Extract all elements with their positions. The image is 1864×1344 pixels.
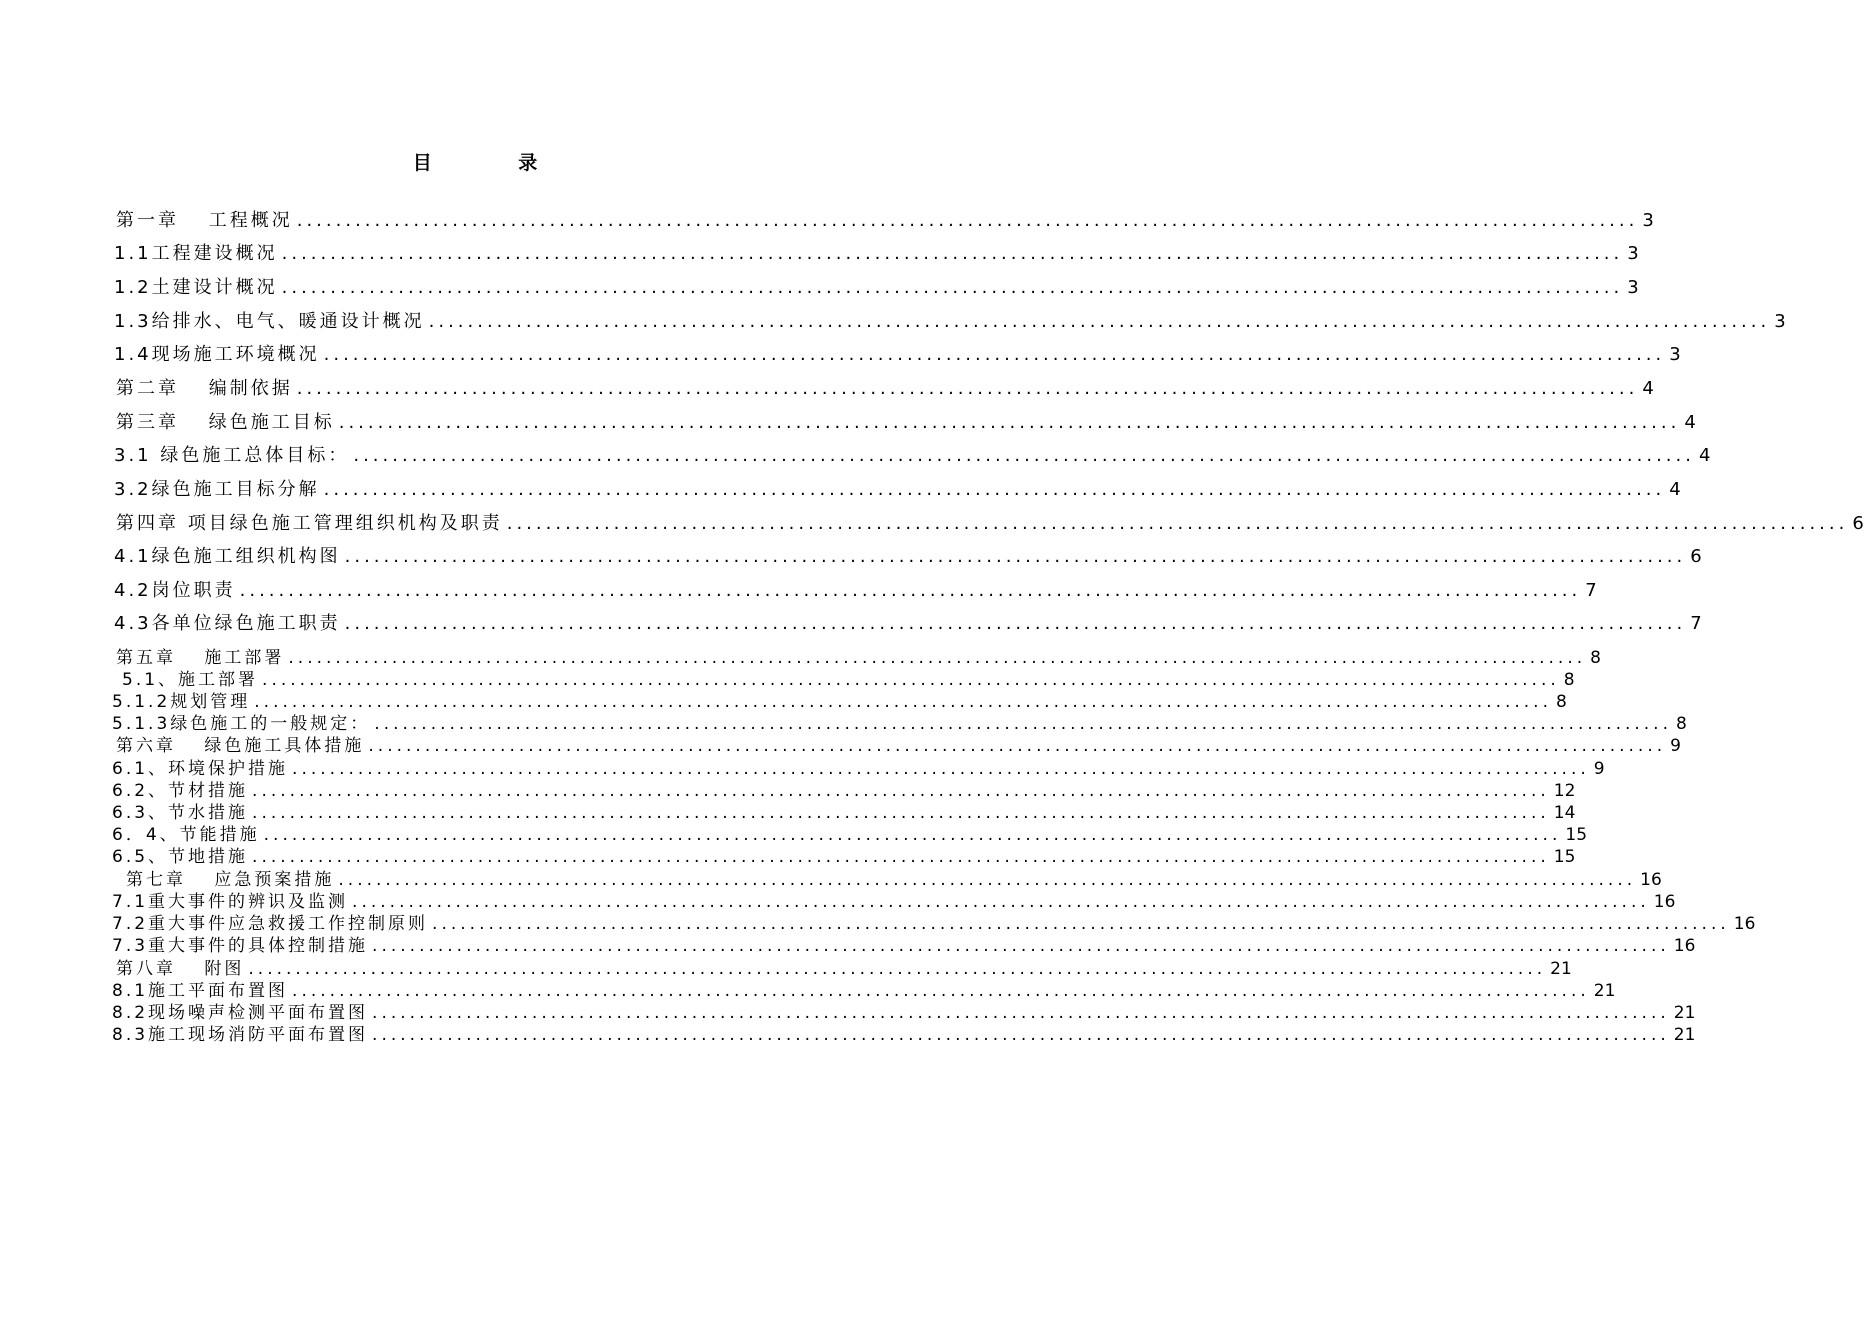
toc-entry-label: 1.1工程建设概况 — [114, 243, 278, 264]
toc-leader-dots: .......................................................................................................................................... — [368, 736, 1667, 756]
toc-leader-dots: .......................................................................................................................................... — [292, 981, 1590, 1001]
toc-leader-dots: .......................................................................................................................................... — [428, 311, 1771, 332]
toc-entry-page: 6 — [1852, 513, 1864, 534]
toc-entry-page: 9 — [1593, 759, 1605, 779]
toc-entry-page: 4 — [1642, 378, 1654, 399]
page-title: 目 录 — [412, 152, 578, 174]
toc-entry[interactable] — [112, 713, 1687, 735]
toc-leader-dots: .......................................................................................................................................... — [506, 513, 1849, 534]
toc-leader-dots: .......................................................................................................................................... — [372, 1025, 1670, 1045]
toc-entry-page: 16 — [1733, 914, 1756, 934]
toc-entry[interactable] — [116, 647, 1601, 669]
toc-entry-page: 8 — [1590, 648, 1601, 668]
toc-leader-dots: .......................................................................................................................................... — [288, 648, 1587, 668]
toc-entry-page: 16 — [1673, 936, 1696, 956]
toc-leader-dots: .......................................................................................................................................... — [338, 870, 1637, 890]
toc-entry-label: 5.1、施工部署 — [122, 670, 259, 690]
toc-entry[interactable] — [114, 443, 1711, 469]
toc-leader-dots: .......................................................................................................................................... — [252, 781, 1550, 801]
toc-entry-label: 第四章 项目绿色施工管理组织机构及职责 — [116, 513, 503, 534]
toc-entry[interactable] — [112, 935, 1696, 957]
toc-entry-page: 21 — [1673, 1025, 1696, 1045]
toc-entry[interactable] — [114, 342, 1681, 368]
toc-entry[interactable] — [114, 275, 1639, 301]
toc-entry[interactable] — [114, 241, 1639, 267]
toc-entry-label: 8.1施工平面布置图 — [112, 981, 289, 1001]
toc-leader-dots: .......................................................................................................................................... — [239, 580, 1582, 601]
toc-entry[interactable] — [114, 611, 1702, 637]
toc-entry[interactable] — [114, 578, 1597, 604]
toc-entry[interactable] — [116, 735, 1681, 757]
toc-entry-label: 第八章 附图 — [116, 959, 245, 979]
toc-entry[interactable] — [112, 758, 1605, 780]
toc-entry[interactable] — [112, 824, 1588, 846]
toc-leader-dots: .......................................................................................................................................... — [372, 1003, 1670, 1023]
toc-entry[interactable] — [114, 477, 1681, 503]
toc-leader-dots: .......................................................................................................................................... — [281, 243, 1624, 264]
toc-entry[interactable] — [116, 511, 1864, 537]
toc-entry-label: 4.1绿色施工组织机构图 — [114, 546, 341, 567]
toc-entry-page: 7 — [1585, 580, 1597, 601]
toc-leader-dots: .......................................................................................................................................... — [372, 936, 1670, 956]
toc-entry[interactable] — [116, 958, 1572, 980]
toc-entry[interactable] — [112, 691, 1567, 713]
toc-leader-dots: .......................................................................................................................................... — [292, 759, 1590, 779]
toc-entry[interactable] — [112, 891, 1676, 913]
toc-entry[interactable] — [122, 669, 1575, 691]
toc-entry[interactable] — [112, 780, 1576, 802]
toc-leader-dots: .......................................................................................................................................... — [432, 914, 1730, 934]
toc-entry-page: 4 — [1698, 445, 1711, 466]
toc-entry-page: 21 — [1593, 981, 1616, 1001]
toc-entry-label: 第七章 应急预案措施 — [126, 870, 335, 890]
toc-entry-label: 1.4现场施工环境概况 — [114, 344, 320, 365]
toc-leader-dots: .......................................................................................................................................... — [254, 692, 1552, 712]
toc-leader-dots: .......................................................................................................................................... — [263, 825, 1562, 845]
toc-entry-label: 第六章 绿色施工具体措施 — [116, 736, 365, 756]
toc-entry-page: 8 — [1556, 692, 1567, 712]
toc-entry-label: 第五章 施工部署 — [116, 648, 285, 668]
toc-leader-dots: .......................................................................................................................................... — [296, 210, 1639, 231]
toc-entry-label: 第一章 工程概况 — [116, 210, 293, 231]
toc-entry-page: 15 — [1565, 825, 1588, 845]
toc-entry-page: 21 — [1550, 959, 1572, 979]
toc-entry-page: 3 — [1774, 311, 1786, 332]
toc-entry-label: 8.2现场噪声检测平面布置图 — [112, 1003, 369, 1023]
toc-entry-label: 6.3、节水措施 — [112, 803, 249, 823]
toc-entry-label: 7.2重大事件应急救援工作控制原则 — [112, 914, 429, 934]
toc-leader-dots: .......................................................................................................................................... — [296, 378, 1639, 399]
toc-entry-page: 21 — [1673, 1003, 1696, 1023]
toc-leader-dots: .......................................................................................................................................... — [252, 803, 1550, 823]
toc-entry-page: 12 — [1553, 781, 1576, 801]
toc-entry[interactable] — [116, 376, 1654, 402]
toc-entry-label: 8.3施工现场消防平面布置图 — [112, 1025, 369, 1045]
toc-entry[interactable] — [112, 846, 1576, 868]
toc-leader-dots: .......................................................................................................................................... — [344, 546, 1687, 567]
toc-entry-page: 9 — [1670, 736, 1681, 756]
toc-entry-label: 7.1重大事件的辨识及监测 — [112, 892, 349, 912]
toc-entry-label: 第二章 编制依据 — [116, 378, 293, 399]
toc-entry-page: 7 — [1690, 613, 1702, 634]
toc-entry-page: 15 — [1553, 847, 1576, 867]
toc-entry-label: 5.1.2规划管理 — [112, 692, 251, 712]
toc-entry-page: 3 — [1642, 210, 1654, 231]
toc-entry[interactable] — [116, 208, 1654, 234]
toc-entry-label: 6.1、环境保护措施 — [112, 759, 289, 779]
toc-entry-label: 6.2、节材措施 — [112, 781, 249, 801]
toc-entry[interactable] — [114, 544, 1702, 570]
toc-entry-page: 3 — [1627, 243, 1639, 264]
toc-entry-page: 14 — [1553, 803, 1576, 823]
toc-entry-page: 16 — [1640, 870, 1662, 890]
toc-entry[interactable] — [126, 869, 1662, 891]
toc-entry-label: 1.3给排水、电气、暖通设计概况 — [114, 311, 425, 332]
toc-entry-label: 3.1 绿色施工总体目标： — [114, 445, 350, 466]
toc-leader-dots: .......................................................................................................................................... — [262, 670, 1560, 690]
toc-entry-label: 6.5、节地措施 — [112, 847, 249, 867]
toc-leader-dots: .......................................................................................................................................... — [344, 613, 1687, 634]
toc-entry-page: 16 — [1653, 892, 1676, 912]
toc-entry[interactable] — [112, 1024, 1696, 1046]
toc-leader-dots: .......................................................................................................................................... — [323, 344, 1666, 365]
toc-entry-page: 4 — [1684, 412, 1696, 433]
toc-entry-label: 4.3各单位绿色施工职责 — [114, 613, 341, 634]
toc-entry[interactable] — [112, 913, 1756, 935]
toc-leader-dots: .......................................................................................................................................... — [352, 892, 1650, 912]
toc-leader-dots: .......................................................................................................................................... — [281, 277, 1624, 298]
toc-entry[interactable] — [112, 1002, 1696, 1024]
toc-leader-dots: .......................................................................................................................................... — [338, 412, 1681, 433]
toc-entry-page: 3 — [1627, 277, 1639, 298]
toc-entry-page: 4 — [1669, 479, 1681, 500]
toc-entry[interactable] — [112, 980, 1616, 1002]
toc-leader-dots: .......................................................................................................................................... — [248, 959, 1547, 979]
toc-entry[interactable] — [112, 802, 1576, 824]
toc-entry-label: 6．4、节能措施 — [112, 825, 260, 845]
toc-entry-label: 5.1.3绿色施工的一般规定： — [112, 714, 371, 734]
toc-entry-label: 1.2土建设计概况 — [114, 277, 278, 298]
toc-entry[interactable] — [116, 410, 1696, 436]
toc-entry[interactable] — [114, 309, 1786, 335]
toc-leader-dots: .......................................................................................................................................... — [323, 479, 1666, 500]
toc-leader-dots: .......................................................................................................................................... — [252, 847, 1550, 867]
toc-entry-page: 8 — [1676, 714, 1687, 734]
toc-entry-page: 3 — [1669, 344, 1681, 365]
toc-entry-label: 4.2岗位职责 — [114, 580, 236, 601]
toc-entry-page: 6 — [1690, 546, 1702, 567]
toc-entry-label: 7.3重大事件的具体控制措施 — [112, 936, 369, 956]
toc-entry-label: 3.2绿色施工目标分解 — [114, 479, 320, 500]
toc-leader-dots: .......................................................................................................................................... — [353, 445, 1695, 466]
toc-leader-dots: .......................................................................................................................................... — [374, 714, 1672, 734]
toc-entry-page: 8 — [1563, 670, 1575, 690]
toc-entry-label: 第三章 绿色施工目标 — [116, 412, 335, 433]
